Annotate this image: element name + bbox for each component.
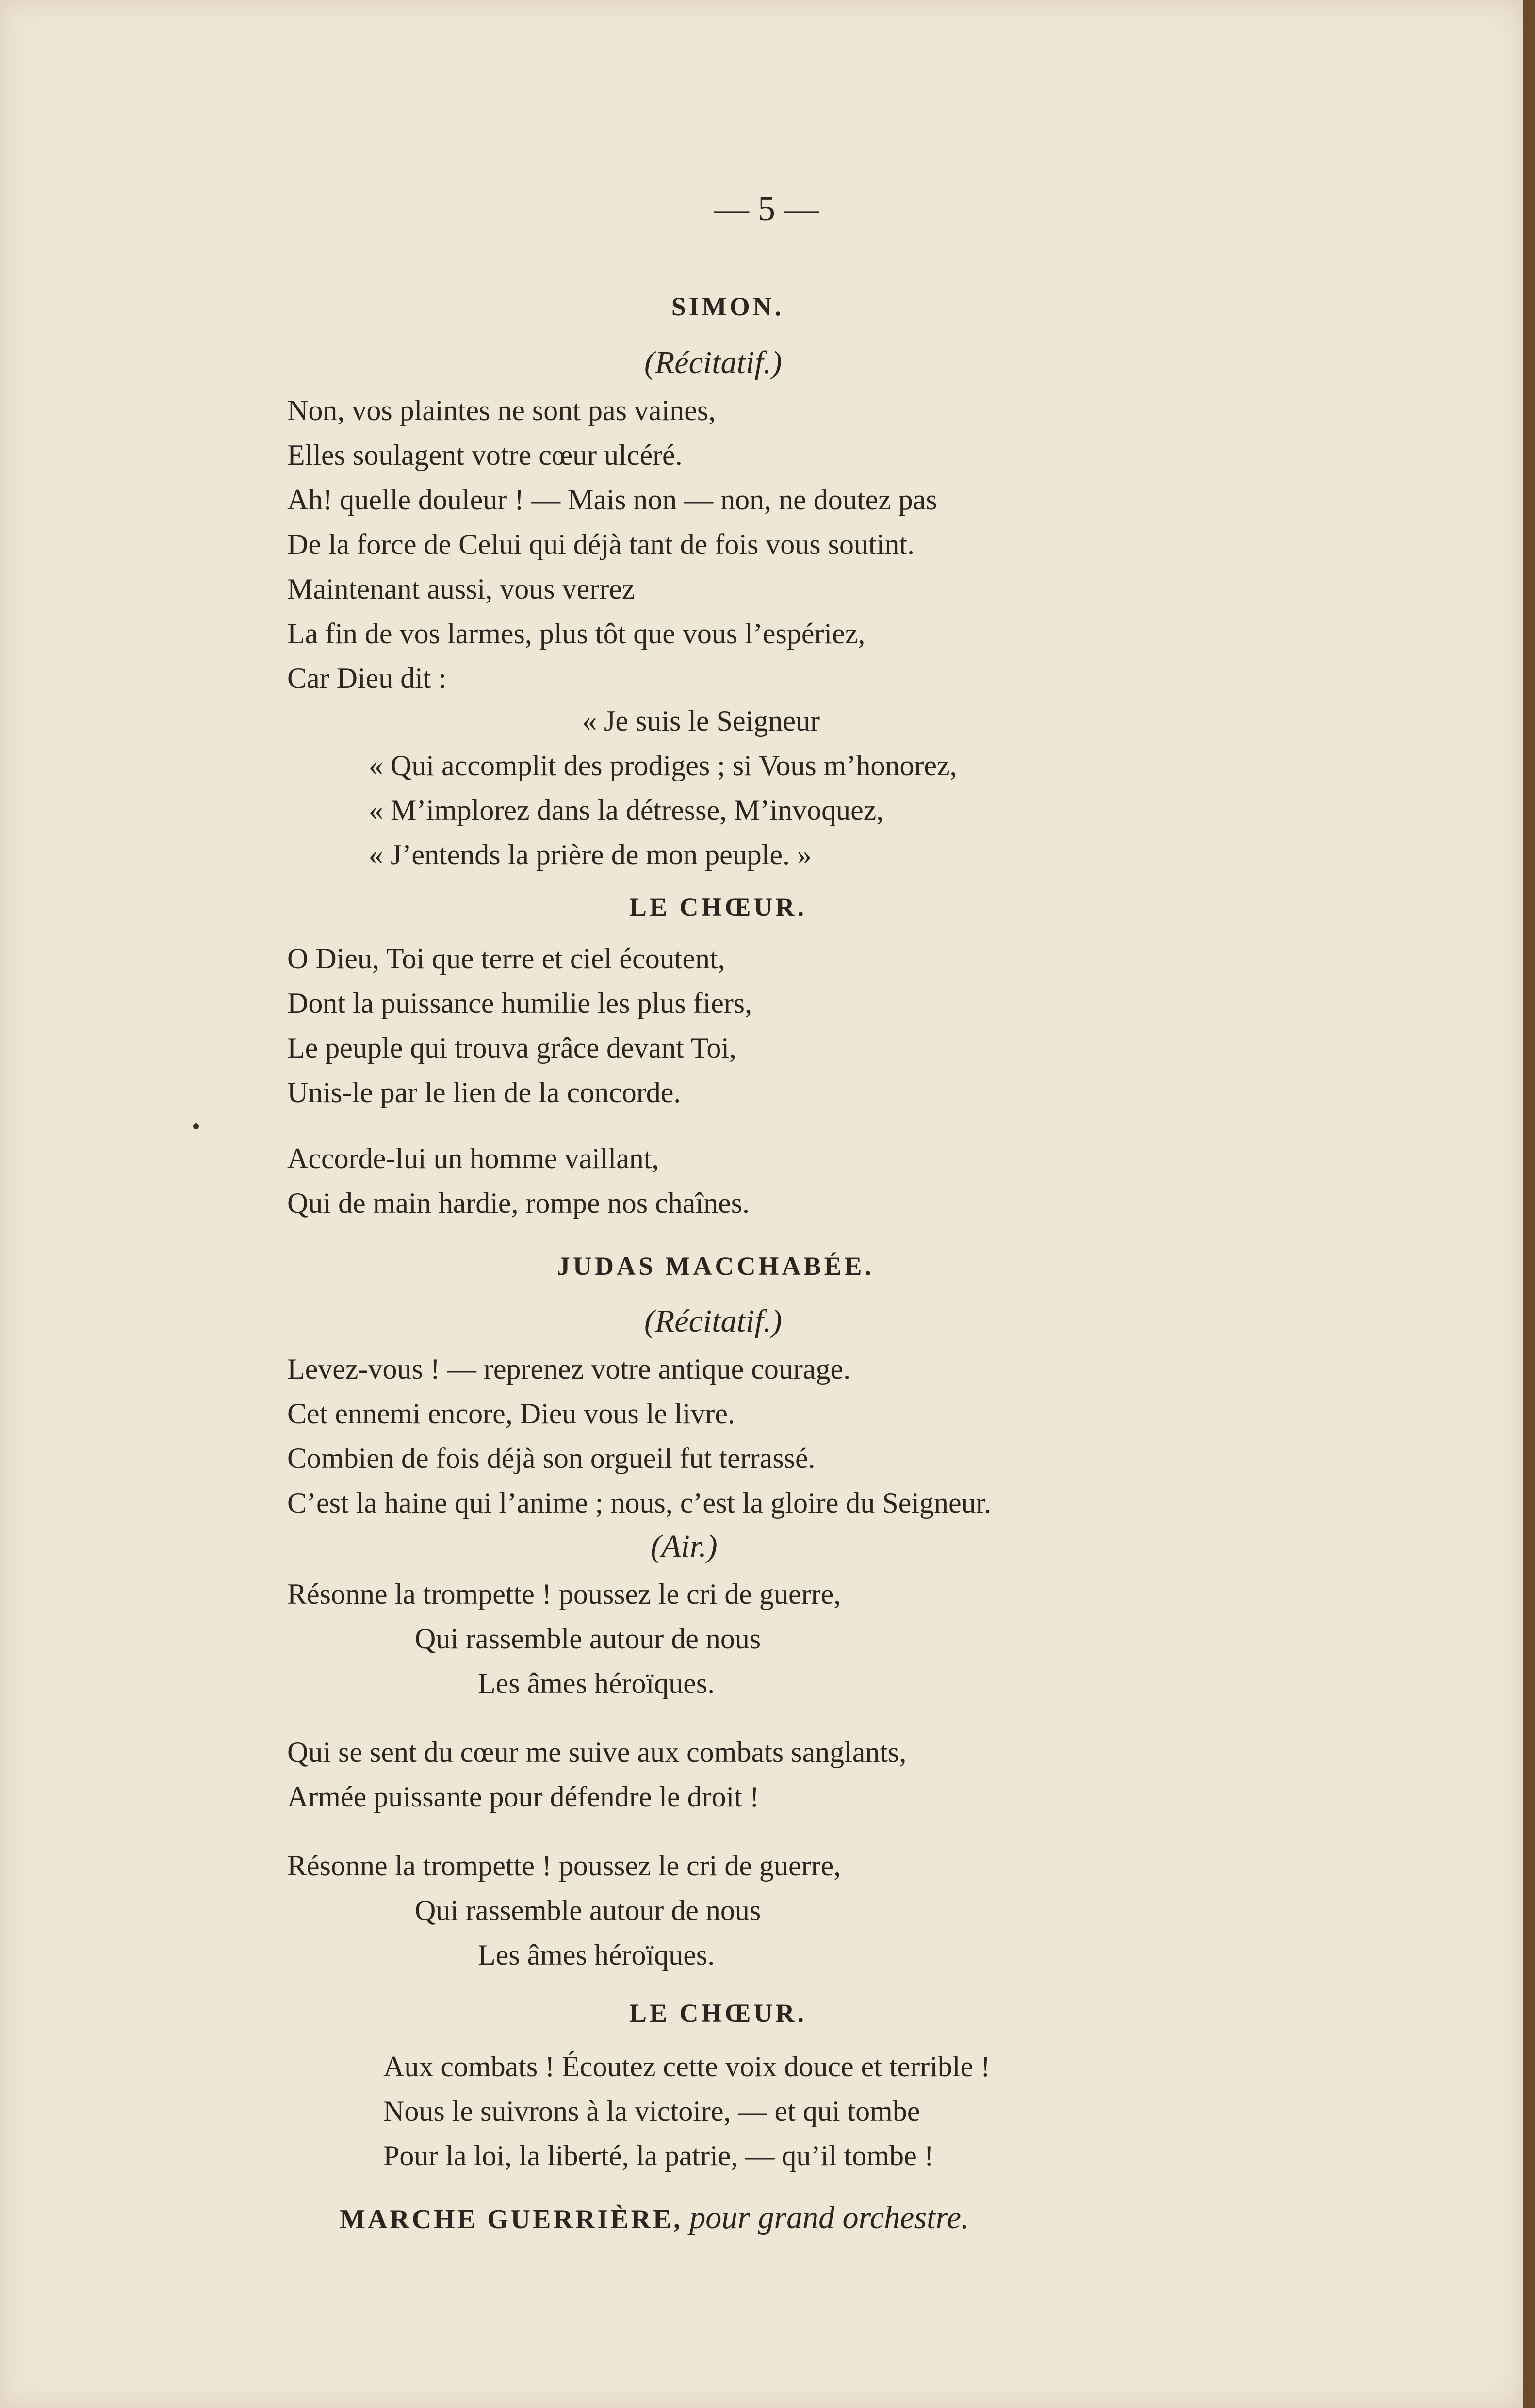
verse-line: Qui de main hardie, rompe nos chaînes. [287,1187,750,1219]
stage-direction: (Récitatif.) [644,1303,783,1339]
verse-line: Nous le suivrons à la victoire, — et qui tombe [383,2095,920,2127]
verse-line: Qui se sent du cœur me suive aux combats sanglants, [287,1736,907,1768]
speaker-heading: LE CHŒUR. [629,1999,807,2028]
speaker-heading: JUDAS MACCHABÉE. [556,1252,875,1281]
closing-title: MARCHE GUERRIÈRE, [340,2204,683,2234]
verse-line: Maintenant aussi, vous verrez [287,573,635,605]
verse-line: O Dieu, Toi que terre et ciel écoutent, [287,943,725,975]
quote-line: « Je suis le Seigneur [582,705,820,737]
verse-line: Levez-vous ! — reprenez votre antique courage. [287,1353,851,1385]
book-fore-edge [1523,0,1535,2408]
closing-line [340,2200,969,2237]
verse-line: Cet ennemi encore, Dieu vous le livre. [287,1398,735,1430]
verse-line: Les âmes héroïques. [478,1667,715,1699]
verse-line: Non, vos plaintes ne sont pas vaines, [287,394,716,426]
verse-line: Résonne la trompette ! poussez le cri de guerre, [287,1578,841,1610]
stage-direction: (Récitatif.) [644,345,783,380]
verse-line: Qui rassemble autour de nous [415,1894,761,1926]
verse-line: La fin de vos larmes, plus tôt que vous l’espériez, [287,618,865,650]
closing-subtitle: pour grand orchestre. [689,2200,969,2235]
verse-line: Les âmes héroïques. [478,1939,715,1971]
verse-line: Résonne la trompette ! poussez le cri de guerre, [287,1850,841,1882]
verse-line: Dont la puissance humilie les plus fiers, [287,987,752,1019]
ink-speck [193,1123,199,1129]
verse-line: Elles soulagent votre cœur ulcéré. [287,439,683,471]
verse-line: Le peuple qui trouva grâce devant Toi, [287,1032,737,1064]
verse-line: Armée puissante pour défendre le droit ! [287,1781,759,1813]
verse-line: Ah! quelle douleur ! — Mais non — non, ne doutez pas [287,484,937,516]
verse-line: De la force de Celui qui déjà tant de fois vous soutint. [287,528,915,560]
verse-line: Combien de fois déjà son orgueil fut terrassé. [287,1442,816,1474]
verse-line: Accorde-lui un homme vaillant, [287,1142,659,1174]
verse-line: Pour la loi, la liberté, la patrie, — qu’il tombe ! [383,2140,934,2172]
stage-direction-air: (Air.) [651,1529,718,1564]
quote-line: « J’entends la prière de mon peuple. » [369,839,812,871]
speaker-heading: LE CHŒUR. [629,893,807,922]
verse-line: Car Dieu dit : [287,662,447,694]
verse-line: Qui rassemble autour de nous [415,1623,761,1655]
verse-line: Aux combats ! Écoutez cette voix douce et terrible ! [383,2050,991,2083]
verse-line: Unis-le par le lien de la concorde. [287,1076,681,1108]
quote-line: « Qui accomplit des prodiges ; si Vous m’honorez, [369,749,957,781]
quote-line: « M’implorez dans la détresse, M’invoquez, [369,794,884,826]
page-number: — 5 — [714,189,819,228]
verse-line: C’est la haine qui l’anime ; nous, c’est la gloire du Seigneur. [287,1487,992,1519]
speaker-heading: SIMON. [671,292,784,321]
